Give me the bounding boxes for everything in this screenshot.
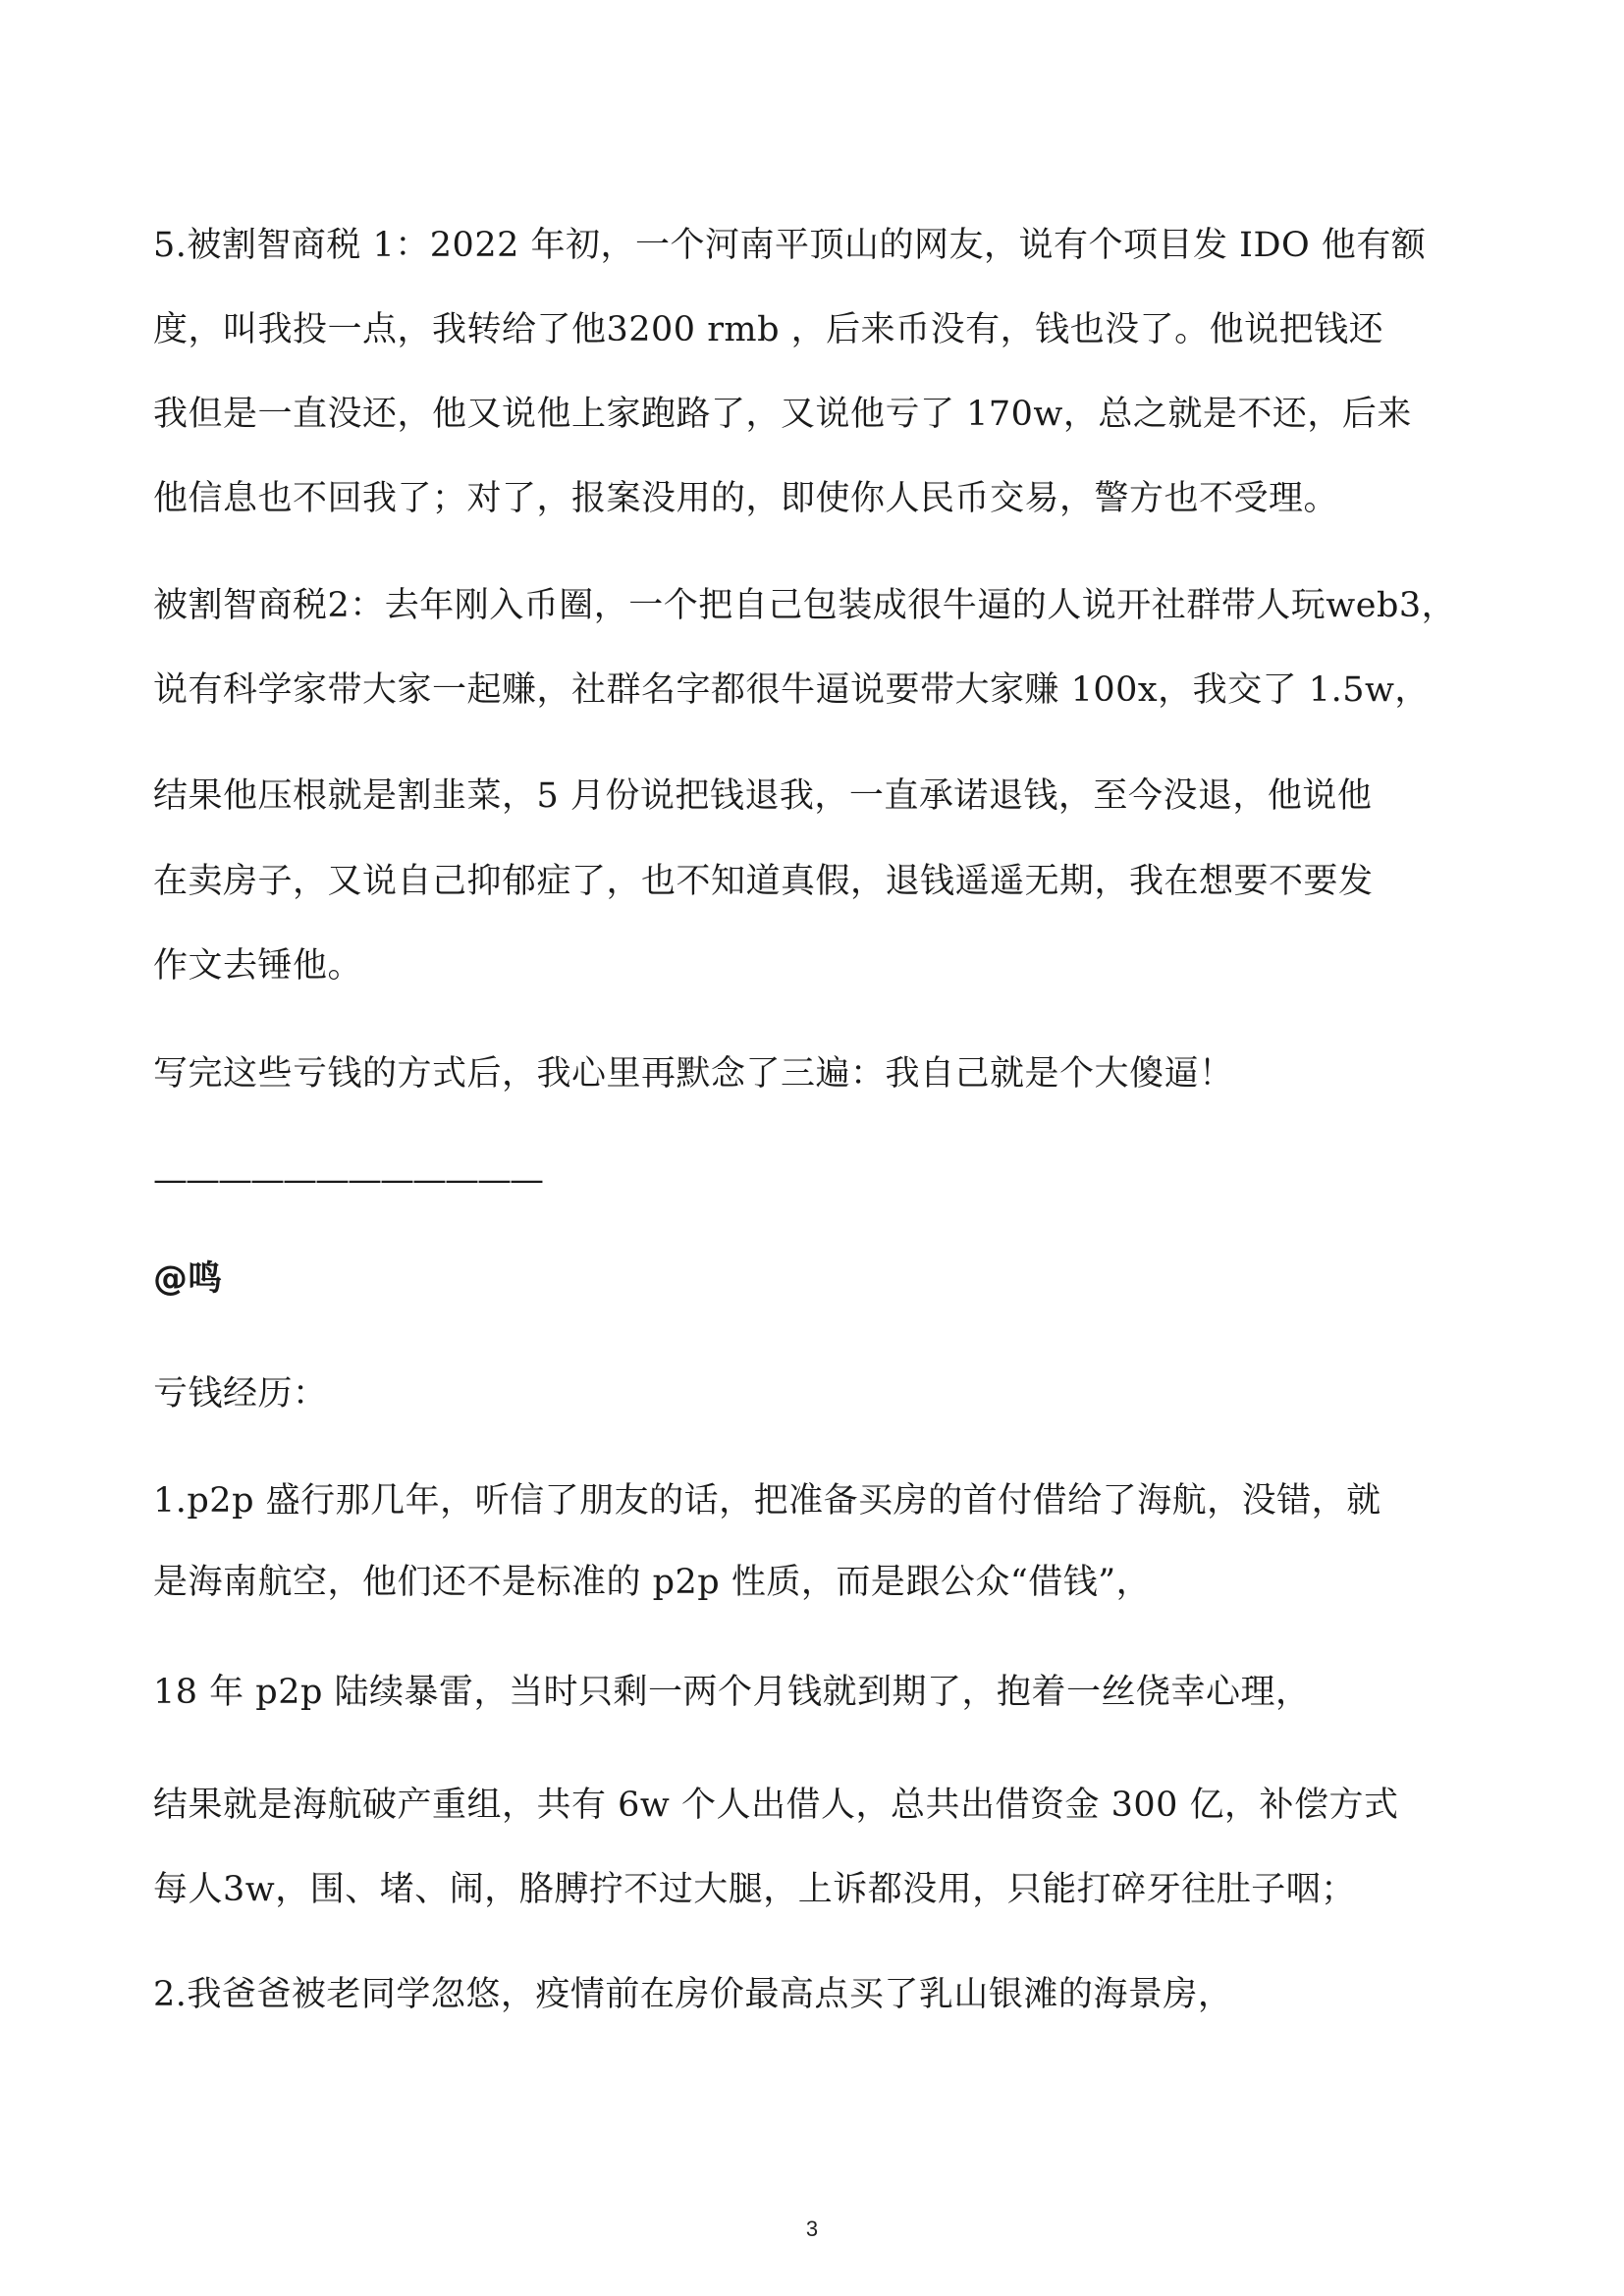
paragraph-line: 他信息也不回我了；对了，报案没用的，即使你人民币交易，警方也不受理。 [153, 479, 1339, 518]
paragraph-line: 每人3w，围、堵、闹，胳膊拧不过大腿，上诉都没用，只能打碎牙往肚子咽； [153, 1870, 1356, 1909]
author-handle: @鸣 [153, 1259, 223, 1299]
paragraph-line: 度，叫我投一点，我转给了他3200 rmb ，后来币没有，钱也没了。他说把钱还 [153, 310, 1384, 349]
page-number: 3 [805, 2216, 819, 2241]
paragraph-line: 5.被割智商税 1：2022 年初，一个河南平顶山的网友，说有个项目发 IDO 他有额 [153, 226, 1427, 265]
section-divider: ———————————— [153, 1160, 542, 1200]
paragraph-line: 2.我爸爸被老同学忽悠，疫情前在房价最高点买了乳山银滩的海景房， [153, 1975, 1233, 2014]
paragraph-line: 结果就是海航破产重组，共有 6w 个人出借人，总共出借资金 300 亿，补偿方式 [153, 1786, 1399, 1825]
paragraph-line: 说有科学家带大家一起赚，社群名字都很牛逼说要带大家赚 100x，我交了 1.5w， [153, 670, 1430, 710]
paragraph-line: 在卖房子，又说自己抑郁症了，也不知道真假，退钱遥遥无期，我在想要不要发 [153, 862, 1374, 901]
paragraph-line: 是海南航空，他们还不是标准的 p2p 性质，而是跟公众“借钱”， [153, 1563, 1152, 1602]
paragraph-line: 写完这些亏钱的方式后，我心里再默念了三遍：我自己就是个大傻逼！ [153, 1054, 1234, 1094]
paragraph-line: 亏钱经历： [153, 1374, 328, 1414]
paragraph-line: 1.p2p 盛行那几年，听信了朋友的话，把准备买房的首付借给了海航，没错，就 [153, 1481, 1381, 1521]
paragraph-line: 18 年 p2p 陆续暴雷，当时只剩一两个月钱就到期了，抱着一丝侥幸心理， [153, 1673, 1311, 1712]
paragraph-line: 作文去锤他。 [153, 946, 363, 986]
paragraph-line: 被割智商税2：去年刚入币圈，一个把自己包装成很牛逼的人说开社群带人玩web3， [153, 586, 1457, 625]
paragraph-line: 结果他压根就是割韭菜，5 月份说把钱退我，一直承诺退钱，至今没退，他说他 [153, 776, 1373, 816]
paragraph-line: 我但是一直没还，他又说他上家跑路了，又说他亏了 170w，总之就是不还，后来 [153, 395, 1412, 434]
